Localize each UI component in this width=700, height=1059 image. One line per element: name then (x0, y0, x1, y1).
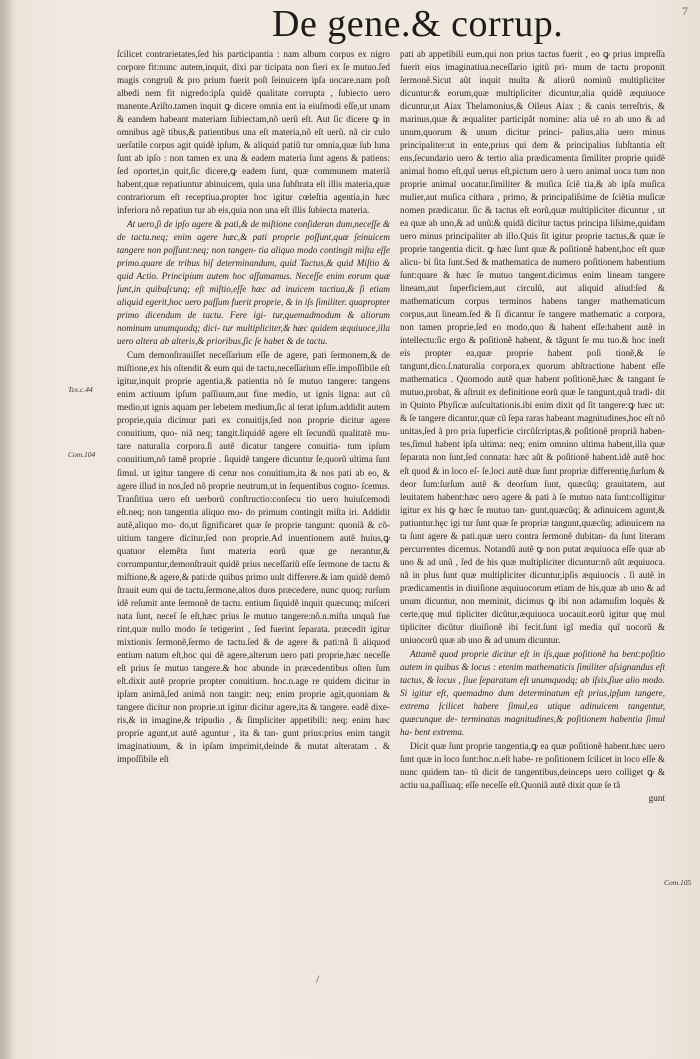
left-paragraph-3: Cum demonſtrauiſſet neceſſarium eſſe de agere, pati ſermonem,& de miſtione,ex his oſtendit & eum qui de tactu,neceſſarium eſſe.impoſſibile eſt igitur,inquit proprie agentia,& patientia nõ ſe mutuo tangere: tangens enim actiuum ipſum paſſiuum,aut fine medio, ut ignis ligna: aut cũ medio,ut ignis aquam per lebetem medium,ſic al terat ipſum.addidit autem proprie,quia dicimur pati ex conuitijs,ſed non proprie dicitur agere conuitium, quo- niã neq; tangit.liquidẽ agere eſt ſecundũ qualitatẽ mu- tare naturalia corpora.ſi autẽ dicatur tangere conuitia- tum ipſum conuitium,nõ tamẽ proprie . ſiquidẽ tangere dicuntur ſe,quorũ ultima ſunt ſimul. ut igitur tangere di cetur nos conuitium,ita & nos pati ab eo, & agere illud in nos,ſed nõ proprie neutrum,ut in ſequentibus cogno- ſcemus. Tranſitiua uero eſt uerborũ conſtructio:conſecu tio uero huiuſcemodi eſt.neq; non tangentia aliquo mo- do primum contingit miſta iri. Addidit autẽ,aliquo mo- do,ut ſignificaret quæ ſe proprie tangunt: quoniã & cõ- uitium tangere dicitur,ſed non proprie.Ad inuentionem autẽ huius,ꝙ quatuor elemẽta ſunt materia eorũ quæ ge nerantur,& corrumpuntur,demonſtrauit quidẽ prius neceſſariũ eſſe ſermone de tactu & miſtione,& agere,& pati:de quibus primo uult differere.& iam quidẽ demõ ſtrauit eum qui de tactu,ſermone,altos duos præcedere, nunc quoq; rurſum idẽ reſumit ante ſermonẽ de tactu. entium ſiquidẽ inquit quæcunq; miſceri nata ſunt, neceſ ſe eſt,hæc prius ſe mutuo tangere:nõ.n.miſta unquã fue rint,quæ nullo modo ſe tetigerint , ſed fuerint ſeparata. præcedit igitur mixtionis ſermonẽ,ſermo de tactu.ſed & de agere & pati:nã ſi aliquod entium natum eſt,hoc qui dẽ agere,alterum uero pati proprie,hæc neceſſe eſt prius ſe mutuo tangere.& hoc abunde in præcedentibus oſten ſum eſt.dixit autẽ proprie propter conuitium. hoc.n.age re quidem dicitur in ipſam animã,ſed animã non tangit: neq; enim proprie agit,quoniam & tangere dicitur non proprie.ut igitur dicitur agere,ita & tangere. eadẽ dixe- ris,& in imagine,& tripudio , & ſimpliciter appetibili: neq; enim hæc proprie agunt,ut autẽ aguntur , ita & tan- gunt prius:prius enim tangit imaginatiuum, & in ipſam imprimit,deinde & mutat alteratam . & impoſſibile eſt (117, 350, 390, 764)
left-paragraph-1: ſcilicet contrarietates,ſed his participantia : nam album corpus ex nigro corpore fit:nunc autem,inquit, dixi par ticipata non fieri ex ſe mutuo.ſed magis congruũ & pro prium fuerit poſt ſeinuicem ipſa uocare.nam poſt albedi nem fit nigredo:ipſa quidẽ qualitate corrupta , ſubiecto uero manente.Ariſto.tamen inquit ꝙ dicere omnia ent ia eiuſmodi eſſe,ut unam & eandem habeant materiam ſubiectam,nõ uerũ eſt. Aut ſic dicere ꝙ in omnibus agẽ tibus,& patientibus una eſt materia,nõ eſt uerũ. nã cir culo uerſatile corpus agit quidẽ ipſum, & aliquid patiũ tur omnia,quæ ſub luna ſunt ab ipſo : non tamen ex una & eadem materia ſunt agens & patiens: ſed oportet,in quit,ſic dicere,ꝙ eadem ſunt, quæ communem materiã habent,quæ repatiuntur abinuicem, quia una ſubſtrata eſt illis materia,quæ contrariorum eſt receptiua.propter hoc igitur cœleſtia agentia,in hæc inferiora nõ repatiun tur ab eis,quia non una eſt illis ſubiecta materia. (117, 49, 390, 216)
right-paragraph-2: Attamẽ quod proprie dicitur eſt in iſs,quæ poſitionẽ ha bent:poſitio autem in quibus & locus : etenim mathematicis ſimiliter aſsignandus eſt tactus, & locus , ſiue ſeparatum eſt unumquodq; ab iſsis,ſiue alio modo. Si igitur eſt, quemadmo dum determinatum eſt prius,ipſum tangere, extrema ſcilicet habere ſimul,ea utique adinuicem tangentur, quæcunque de- terminatas magnitudines,& poſitionem habentia ſimul ha- bent extrema. (400, 648, 665, 737)
catchword: gunt (648, 792, 665, 803)
right-paragraph-3: Dicit quæ ſunt proprie tangentia,ꝙ ea quæ poſitionẽ habent.hæc uero ſunt quæ in loco ſunt:hoc.n.eſt habe- re poſitionem ſcilicet in loco eſſe & nunc quidem tan- tũ dicit de tangentibus,deinceps uero colliget ꝙ & actiu ua,paſſiuaq; eſſe neceſſe eſt.Quoniã autẽ dixit quæ ſe tã (400, 740, 665, 790)
right-paragraph-1: pati ab appetibili eum,qui non prius tactus fuerit , eo ꝙ prius impreſſa fuerit eius imaginatiua.neceſſario igitũ pri- mum de tactu proponit ſermonẽ.Sicut aũt inquit multa & aliorũ nominũ multipliciter dicuntur:& eorum,quæ multipliciter dicuntur,alia quidẽ æquiuoce dicuntur,ut Aiax Thelamonius,& Oileus Aiax ; & canis terreſtris, & marinus,quæ & æqualiter participãt nomine: alia uẽ ro ab uno & ad unum,quorum & unum dicitur princi- palius,alia uero minus principaliter:ut in ente,prius qui dem & principalius ſubſtantia eſt ens,ſecundario uero & tertio alia prædicamenta ſimiliter proprie quidẽ animal homo eſt,quĩ uerus eſt,pictum uero à uero animal uoca tum non proprie animal uocatur.ſimiliter & muſica ſciẽ tia,& ab ipſa muſica mulier,aut muſica cithara , primo, & principaliſsime de ſciẽtia muſicæ nomen prædicatur. ſic & tactus eſt eorũ,quæ multipliciter dicuntur , ut ea quæ ab uno,& ad unũ:& quidã dicitur tactus principa liſsime,quidam uero minus principaliter ab illo.Quis ſit igitur proprie tactus,& quæ ſe proprie tangentia dicit. ꝙ hæc ſunt quæ & poſitionẽ habent,hoc eſt quæ alicu- bi ſita ſunt.Sed & mathematica de numero poſitionem habentium ſunt:quare & hæc ſe mutuo tangent.dicimus enim lineam tangere lineam,aut ſuperficiem,aut circulũ, aut aliquid aliud:ſed & mathematicum corpus terminos habens tanger mathematicum corpus,aut lineam.ſed & ſi dicantur ſe tangere mathematic a corpora, non tamen proprie,ſed eo modo,quo & habent eſſe:habent autẽ in intellectu:ſic ergo & poſitionẽ habent, & tãgunt ſe mu tuo.& hoc ineſt eis propter ea,quæ proprie habent poſi tionẽ,& ſe tangunt,dico.ſ.naturalia corpora,ex quorum abſtractione habent eſſe mathematica . Quomodo autẽ quæ habent poſitionẽ,hæc & tangant ſe mutuo,probat, & aſtruit ex definitione eorũ quæ ſe tangunt,quã tradi- dit in Quinto Phyſicæ auſcultationis.ibi enim dixit qd ſit tangere:ꝙ hæc ut: & ſe tangere dicantur,quæ cũ ſepa raras habeant magnitudines,hoc eſt nõ unitas,ſed à pro pria ſuperficie circũſcriptas,& poſitionẽ propriã haben- tes,ſimul habent ipſa ultima: neq; enim omnino ultima habent,illa quæ ſeparata non ſunt,ſed connata: hæc aũt & poſitionẽ habent.idẽ autẽ hoc eſt quod & in loco eſ- ſe.loci autẽ duæ ſunt propriæ differentię,ſurſum & deor ſum:ſurſum autẽ & deorſum ſunt, quæcũq; grauitatem, aut leuitatem habent:hæc uero agere & pati à ſe mutuo nata ſunt:colligitur igitur ex his ꝙ hæc ſe mutuo tan- gunt,quæcũq; & adinuicem agunt,& patiuntur.hęc igi tur ſunt quæ ſe propriæ tangunt,quæcũq; adinuicem na ta ſunt agere & pati.quæ uero contra ſermonẽ dubitan- da ſunt literam percurrentes dicemus. Notandũ autẽ ꝙ non putat æquiuoca eſſe quæ ab uno & ad unũ , ſed de his quæ multipliciter dicuntur:nõ aũt æquiuoca. nã in plus ſunt quæ multipliciter dicuntur,ipſis æquiuocis . ſi autẽ in prædicamentis in diuiſione æquiuocorum etiam de his,quæ ab uno & ad unum dicuntur, non meminit, dicimus ꝙ ibi non adamuſim loquẽs & certe,quę mul tipliciter dicũtur,æquiuoca uocauit.eorũ igitur quę mul tipliciter dicũtur diuiſionẽ ibi fecit.ſunt igĩ media quĩ uocorũ & uniuocorũ quæ ab uno & ad unum dicuntur. (400, 49, 665, 645)
running-head: De gene.& corrup. (272, 3, 564, 45)
left-column (117, 48, 390, 968)
gutter-shadow (0, 0, 14, 1059)
left-paragraph-2: At uero,ſi de ipſo agere & pati,& de miſtione conſideran dum,neceſſe & de tactu.neq; enim agere hæc,& pati proprie poſſunt,quæ ſeinuicem tangere non poſſunt:neq; non tangen- tia aliquo modo contingit miſta eſſe primo.quare de tribus hiſ determinandum, quid Tactus,& quid Miſtio & quid Actio. Principium autem hoc aſſumamus. Neceſſe enim eorum quæ ſunt,in quibuſcunq; eſt miſtio,eſſe hæc ad inuicem tactiua,& ſi etiam aliquid egerit,hoc uero paſſum fuerit proprie, & in iſs ſimiliter. quapropter primo dicendum de tactu. Fere igi- tur,quemadmodum & aliorum nominum unumquodq; dici- tur multipliciter,& hæc quidem æquiuoce,illa uero altera ab alteris,& prioribus,ſic ſe habet & de tactu. (117, 219, 390, 347)
page-number: 7 (682, 4, 688, 18)
bottom-mark: / (316, 972, 320, 986)
margin-note-com-right: Com.105 (664, 878, 692, 887)
right-column (400, 48, 665, 958)
margin-note-com-left: Com.104 (68, 450, 96, 459)
margin-note-tex: Tex.c.44 (68, 385, 93, 394)
